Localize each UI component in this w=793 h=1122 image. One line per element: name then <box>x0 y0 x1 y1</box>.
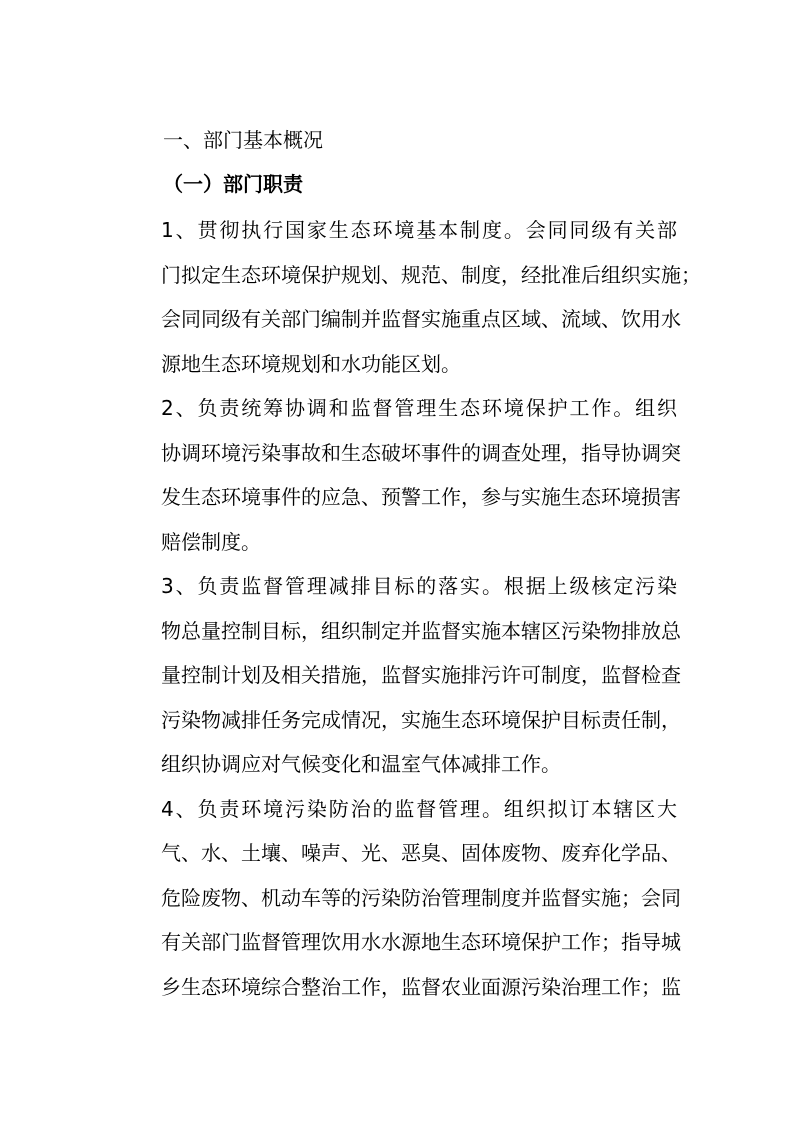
sub-heading: （一）部门职责 <box>163 172 303 196</box>
paragraph-line: 协调环境污染事故和生态破坏事件的调查处理，指导协调突 <box>161 440 681 465</box>
paragraph-line: 3、负责监督管理减排目标的落实。根据上级核定污染 <box>161 574 677 598</box>
paragraph-2 <box>121 386 681 564</box>
paragraph-line: 组织协调应对气候变化和温室气体减排工作。 <box>161 752 561 776</box>
body-content <box>121 208 701 1009</box>
paragraph-line: 乡生态环境综合整治工作，监督农业面源污染治理工作；监 <box>161 974 681 999</box>
paragraph-1 <box>121 208 701 386</box>
paragraph-line: 赔偿制度。 <box>161 529 261 554</box>
paragraph-line: 会同同级有关部门编制并监督实施重点区域、流域、饮用水 <box>161 307 681 331</box>
paragraph-line: 量控制计划及相关措施，监督实施排污许可制度，监督检查 <box>161 663 681 687</box>
paragraph-line: 源地生态环境规划和水功能区划。 <box>161 351 461 376</box>
paragraph-3 <box>121 564 681 787</box>
paragraph-line: 4、负责环境污染防治的监督管理。组织拟订本辖区大 <box>161 796 677 821</box>
paragraph-line: 物总量控制目标，组织制定并监督实施本辖区污染物排放总 <box>161 618 681 643</box>
section-heading: 一、部门基本概况 <box>163 128 323 152</box>
paragraph-line: 门拟定生态环境保护规划、规范、制度，经批准后组织实施； <box>161 262 701 287</box>
paragraph-line: 1、贯彻执行国家生态环境基本制度。会同同级有关部 <box>161 218 677 242</box>
paragraph-line: 2、负责统筹协调和监督管理生态环境保护工作。组织 <box>161 396 677 420</box>
paragraph-line: 污染物减排任务完成情况，实施生态环境保护目标责任制， <box>161 707 681 732</box>
paragraph-line: 危险废物、机动车等的污染防治管理制度并监督实施；会同 <box>161 885 681 910</box>
paragraph-line: 有关部门监督管理饮用水水源地生态环境保护工作；指导城 <box>161 930 681 954</box>
paragraph-line: 发生态环境事件的应急、预警工作，参与实施生态环境损害 <box>161 485 681 509</box>
paragraph-line: 气、水、土壤、噪声、光、恶臭、固体废物、废弃化学品、 <box>161 841 681 865</box>
paragraph-4 <box>121 787 681 1010</box>
